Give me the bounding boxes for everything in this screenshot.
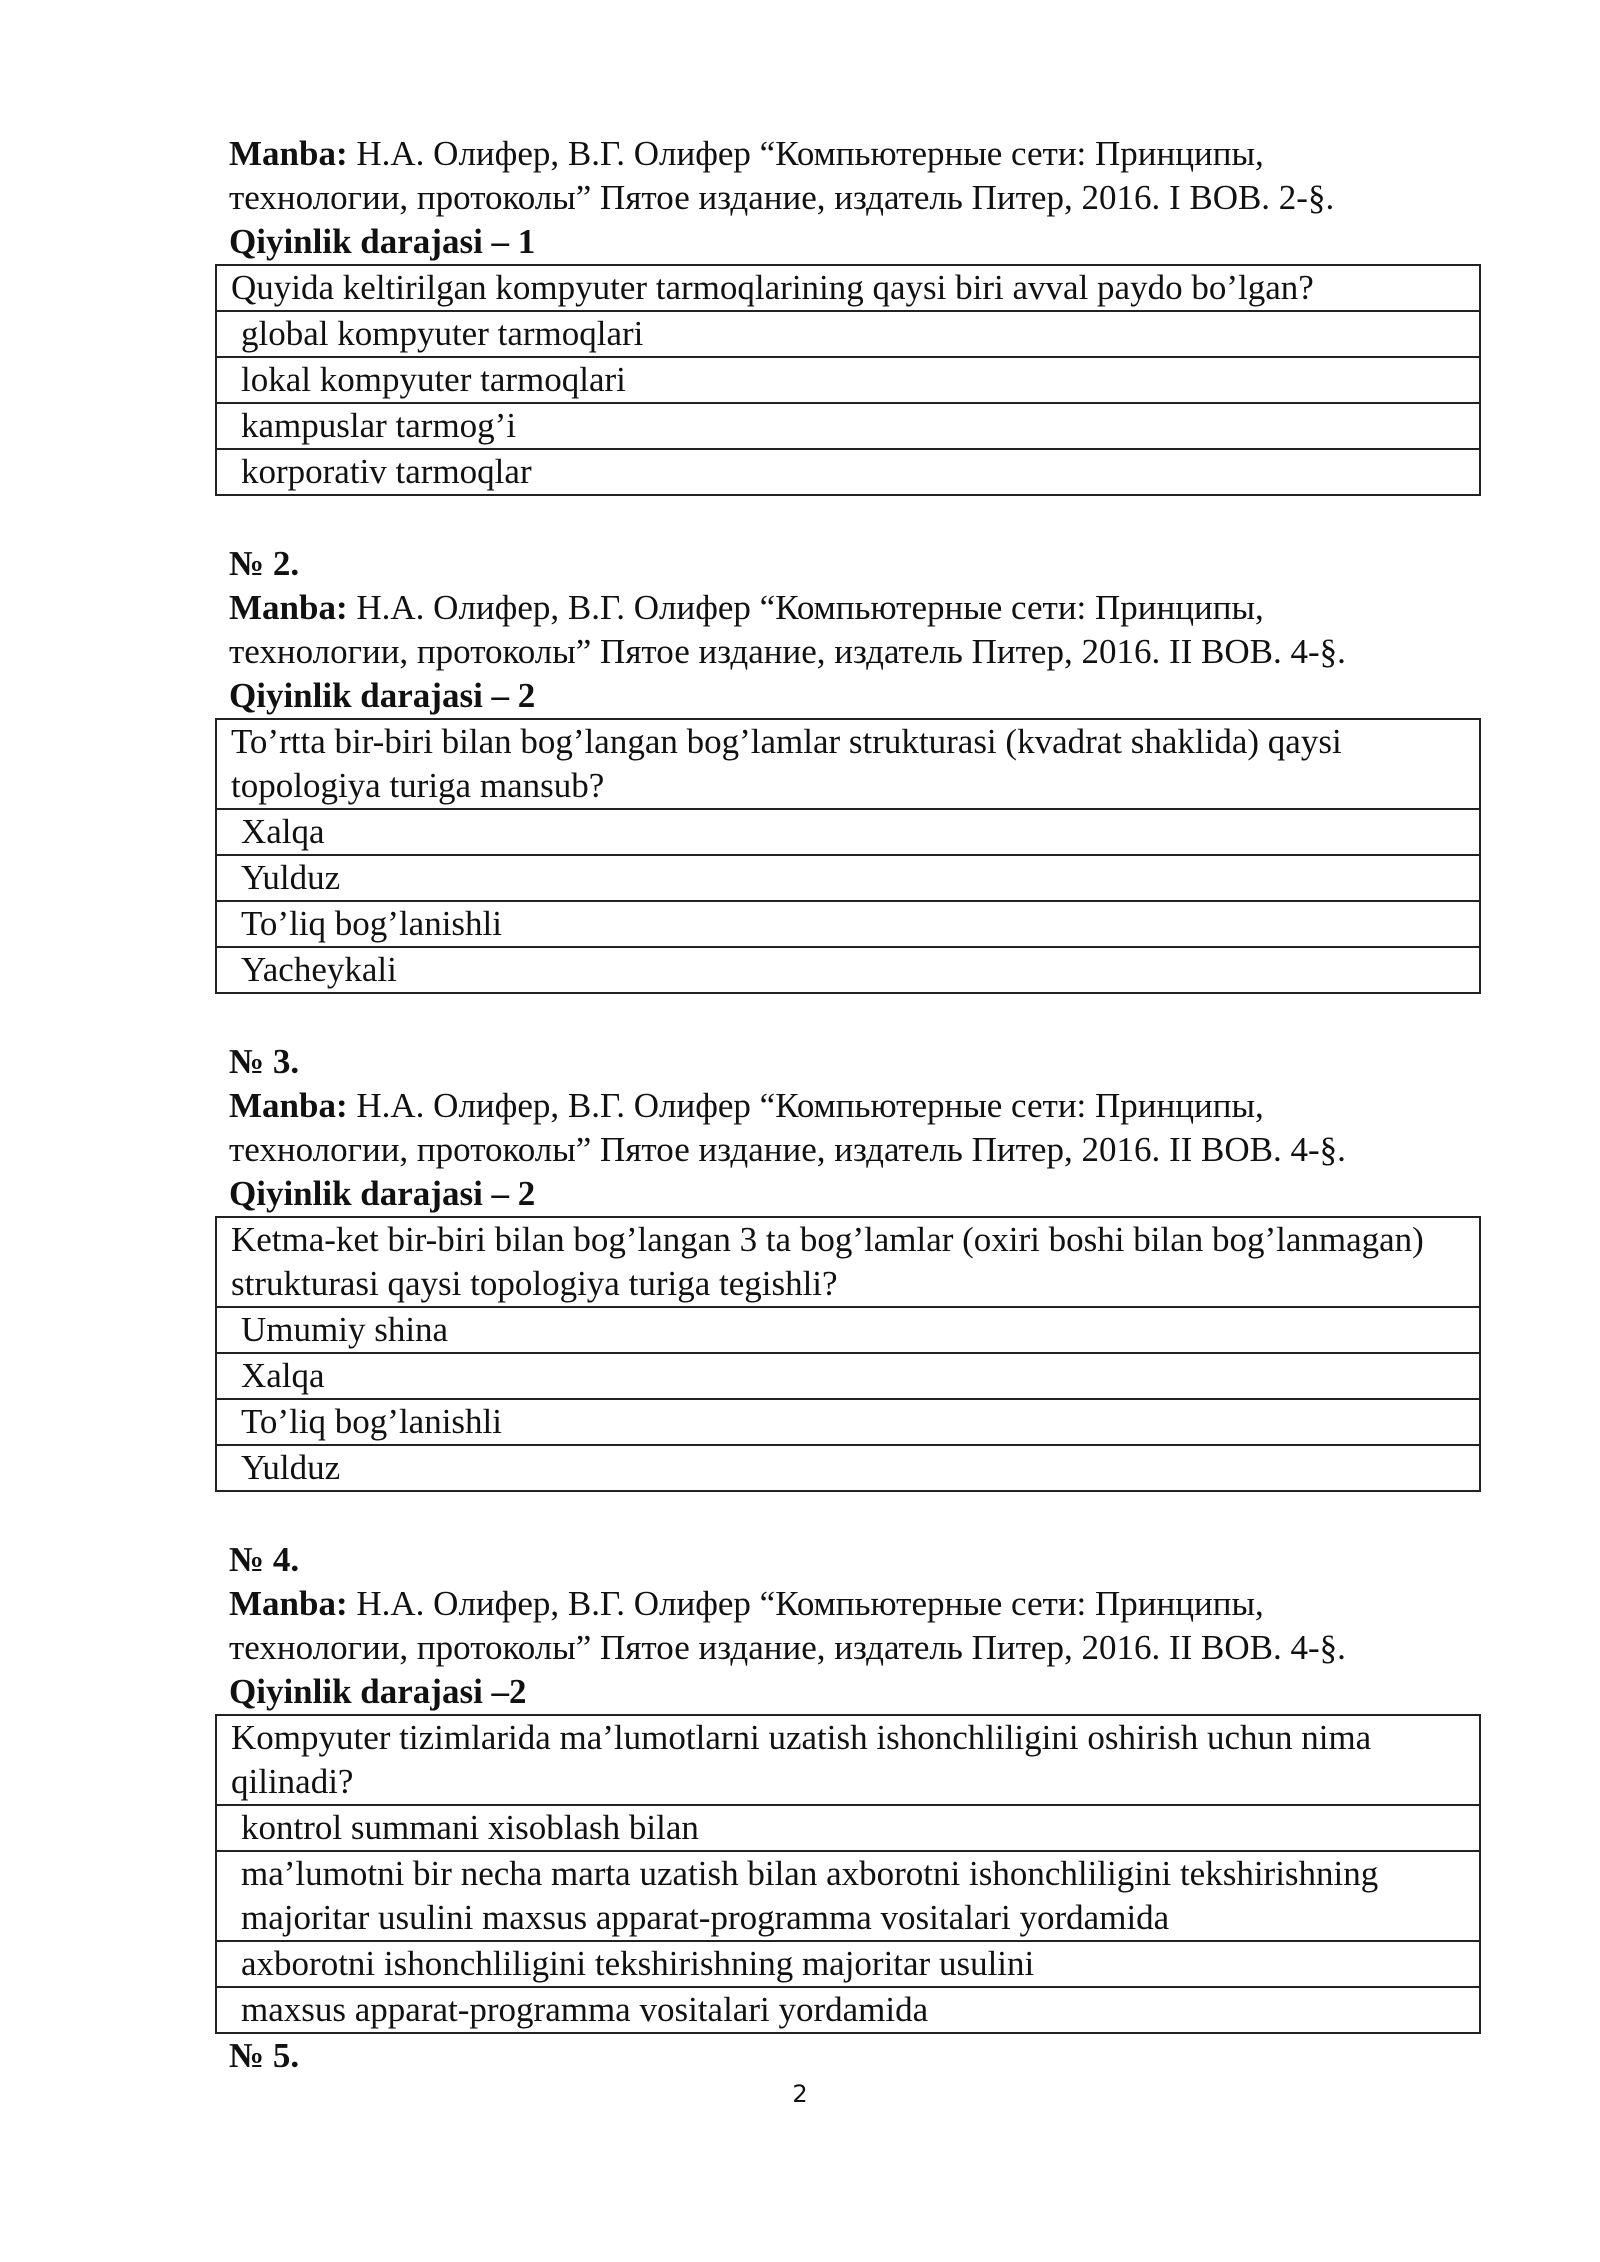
source-text: Н.А. Олифер, В.Г. Олифер “Компьютерные сети: Принципы, — [347, 1584, 1264, 1623]
document-page — [229, 132, 1481, 2078]
source-label: Manba: — [229, 588, 348, 627]
source-line-2: технологии, протоколы” Пятое издание, издатель Питер, 2016. I BOB. 2-§. — [229, 178, 1335, 217]
difficulty-level: Qiyinlik darajasi – 1 — [229, 222, 536, 261]
source-line — [229, 132, 1481, 176]
question-table — [215, 264, 1481, 496]
source-line-2: технологии, протоколы” Пятое издание, издатель Питер, 2016. II BOB. 4-§. — [229, 632, 1346, 671]
question-number: № 3. — [229, 1042, 300, 1081]
source-label: Manba: — [229, 1086, 348, 1125]
answer-option: korporativ tarmoqlar — [241, 452, 532, 491]
answer-option: Yulduz — [217, 856, 1479, 902]
question-table — [215, 1714, 1481, 2034]
answer-option: Xalqa — [217, 1354, 1479, 1400]
page-number: 2 — [792, 2080, 808, 2108]
question-table — [215, 1216, 1481, 1492]
source-line — [229, 586, 1481, 630]
question-text: Kompyuter tizimlarida ma’lumotlarni uzatish ishonchliligini oshirish uchun nima qilinadi? — [217, 1716, 1479, 1806]
difficulty-level: Qiyinlik darajasi –2 — [229, 1672, 527, 1711]
answer-option: global kompyuter tarmoqlari — [217, 312, 1479, 358]
answer-option: To’liq bog’lanishli — [217, 1400, 1479, 1446]
question-text: Ketma-ket bir-biri bilan bog’langan 3 ta bog’lamlar (oxiri boshi bilan bog’lanmagan) strukturasi qaysi topologiya turiga tegishli? — [217, 1218, 1479, 1308]
answer-option: lokal kompyuter tarmoqlari — [217, 358, 1479, 404]
question-number: № 4. — [229, 1540, 300, 1579]
answer-option: ma’lumotni bir necha marta uzatish bilan axborotni ishonchliligini tekshirishning majoritar usulini maxsus apparat-programma vositalari yordamida — [217, 1852, 1479, 1942]
source-line — [229, 1582, 1481, 1626]
question-text: Quyida keltirilgan kompyuter tarmoqlarining qaysi biri avval paydo bo’lgan? — [217, 266, 1479, 312]
answer-option: kampuslar tarmog’i — [217, 404, 1479, 450]
answer-option: maxsus apparat-programma vositalari yordamida — [241, 1990, 929, 2029]
answer-option: Yacheykali — [241, 950, 397, 989]
difficulty-level: Qiyinlik darajasi – 2 — [229, 1174, 536, 1213]
answer-option: To’liq bog’lanishli — [217, 902, 1479, 948]
source-line — [229, 1084, 1481, 1128]
source-line-2: технологии, протоколы” Пятое издание, издатель Питер, 2016. II BOB. 4-§. — [229, 1628, 1346, 1667]
question-number: № 2. — [229, 544, 300, 583]
answer-option: axborotni ishonchliligini tekshirishning majoritar usulini — [217, 1942, 1479, 1988]
source-label: Manba: — [229, 134, 348, 173]
answer-option: Xalqa — [217, 810, 1479, 856]
source-text: Н.А. Олифер, В.Г. Олифер “Компьютерные сети: Принципы, — [347, 588, 1264, 627]
question-number: № 5. — [229, 2036, 300, 2075]
source-text: Н.А. Олифер, В.Г. Олифер “Компьютерные сети: Принципы, — [347, 134, 1264, 173]
question-block-2 — [229, 542, 1481, 994]
difficulty-level: Qiyinlik darajasi – 2 — [229, 676, 536, 715]
question-block-3 — [229, 1040, 1481, 1492]
question-block-1 — [229, 132, 1481, 496]
source-line-2: технологии, протоколы” Пятое издание, издатель Питер, 2016. II BOB. 4-§. — [229, 1130, 1346, 1169]
answer-option: kontrol summani xisoblash bilan — [217, 1806, 1479, 1852]
question-block-4 — [229, 1538, 1481, 2034]
question-table — [215, 718, 1481, 994]
answer-option: Umumiy shina — [217, 1308, 1479, 1354]
source-label: Manba: — [229, 1584, 348, 1623]
answer-option: Yulduz — [241, 1448, 341, 1487]
source-text: Н.А. Олифер, В.Г. Олифер “Компьютерные сети: Принципы, — [347, 1086, 1264, 1125]
question-text: To’rtta bir-biri bilan bog’langan bog’lamlar strukturasi (kvadrat shaklida) qaysi topologiya turiga mansub? — [217, 720, 1479, 810]
